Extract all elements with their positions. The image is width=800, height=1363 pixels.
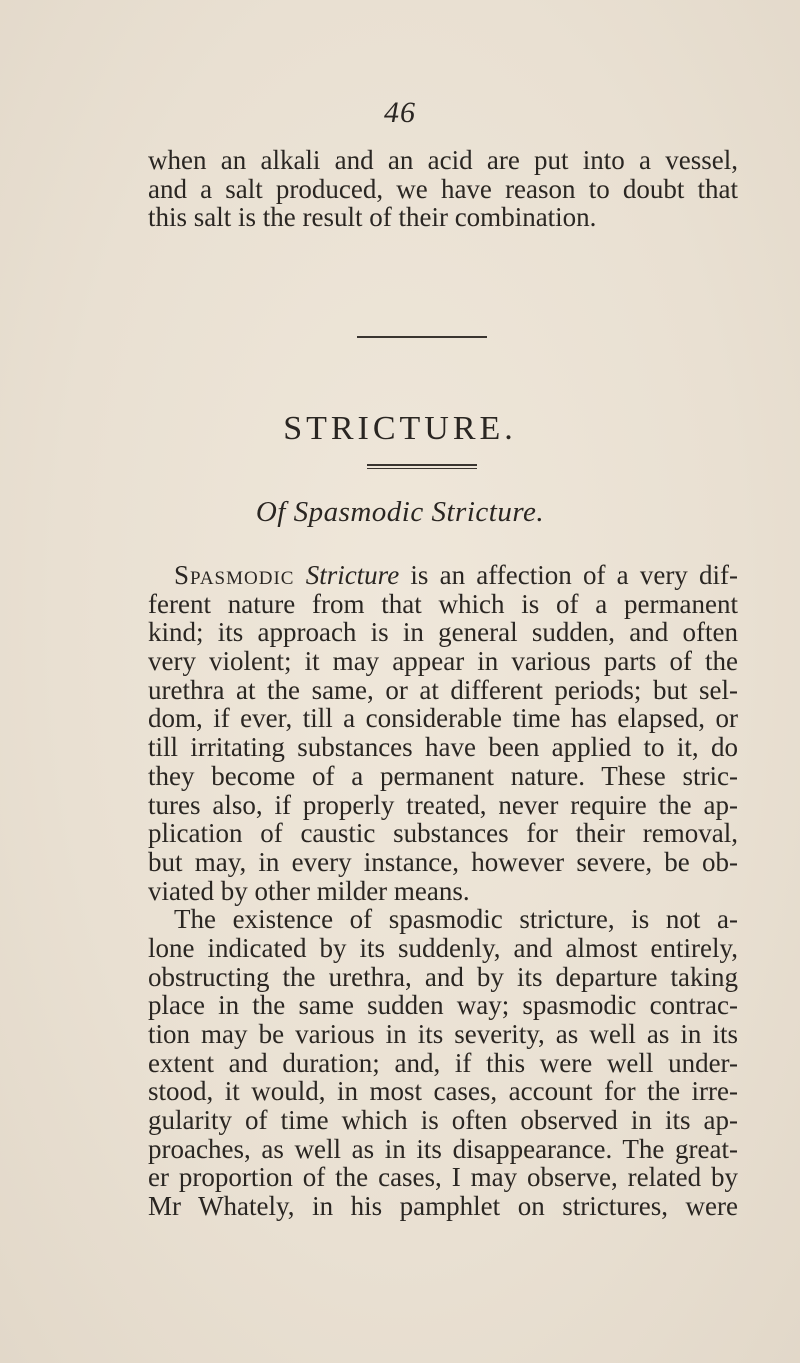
paragraph-line: ferent nature from that which is of a permanent (148, 588, 738, 619)
paragraph-line: er proportion of the cases, I may observe, related by (148, 1162, 738, 1193)
paragraph-spasmodic-stricture (148, 561, 738, 1221)
page-number: 46 (384, 96, 416, 129)
paragraph-first-line (148, 561, 738, 590)
paragraph-line: obstructing the urethra, and by its departure taking (148, 961, 738, 992)
paragraph-line: kind; its approach is in general sudden, and often (148, 617, 738, 648)
intro-paragraph (148, 146, 738, 232)
paragraph-line: place in the same sudden way; spasmodic contrac- (148, 990, 738, 1021)
paragraph-line: lone indicated by its suddenly, and almost entirely, (148, 932, 738, 963)
paragraph-line: tures also, if properly treated, never require the ap- (148, 789, 738, 820)
paragraph-line: urethra at the same, or at different periods; but sel- (148, 674, 738, 705)
paragraph-line: Mr Whately, in his pamphlet on strictures, were (148, 1191, 738, 1222)
section-heading: STRICTURE. (283, 410, 517, 447)
lead-rest: is an affection of a very dif- (399, 560, 738, 590)
intro-line: and a salt produced, we have reason to doubt that (148, 173, 738, 204)
section-subheading: Of Spasmodic Stricture. (255, 496, 545, 528)
paragraph-line: plication of caustic substances for their removal, (148, 818, 738, 849)
paragraph-line: very violent; it may appear in various parts of the (148, 646, 738, 677)
paragraph-line: gularity of time which is often observed in its ap- (148, 1105, 738, 1136)
paragraph-line: viated by other milder means. (148, 875, 470, 906)
section-rule-top (357, 336, 487, 338)
paragraph-line: they become of a permanent nature. These stric- (148, 760, 738, 791)
paragraph-line: tion may be various in its severity, as well as in its (148, 1019, 738, 1049)
paragraph-line: proaches, as well as in its disappearance. The great- (148, 1133, 738, 1164)
lead-word: Spasmodic (174, 560, 295, 590)
paragraph-line: till irritating substances have been applied to it, do (148, 732, 738, 763)
lead-italic-word: Stricture (305, 560, 400, 590)
intro-line: when an alkali and an acid are put into a vessel, (148, 145, 738, 175)
section-rule-bottom (367, 464, 477, 469)
paragraph-line: The existence of spasmodic stricture, is not a- (174, 904, 738, 935)
paragraph-line: stood, it would, in most cases, account for the irre- (148, 1076, 738, 1107)
intro-line: this salt is the result of their combination. (148, 202, 597, 233)
paragraph-line: extent and duration; and, if this were well under- (148, 1047, 738, 1078)
paragraph-line: but may, in every instance, however severe, be ob- (148, 846, 738, 877)
paragraph-line: dom, if ever, till a considerable time has elapsed, or (148, 703, 738, 734)
